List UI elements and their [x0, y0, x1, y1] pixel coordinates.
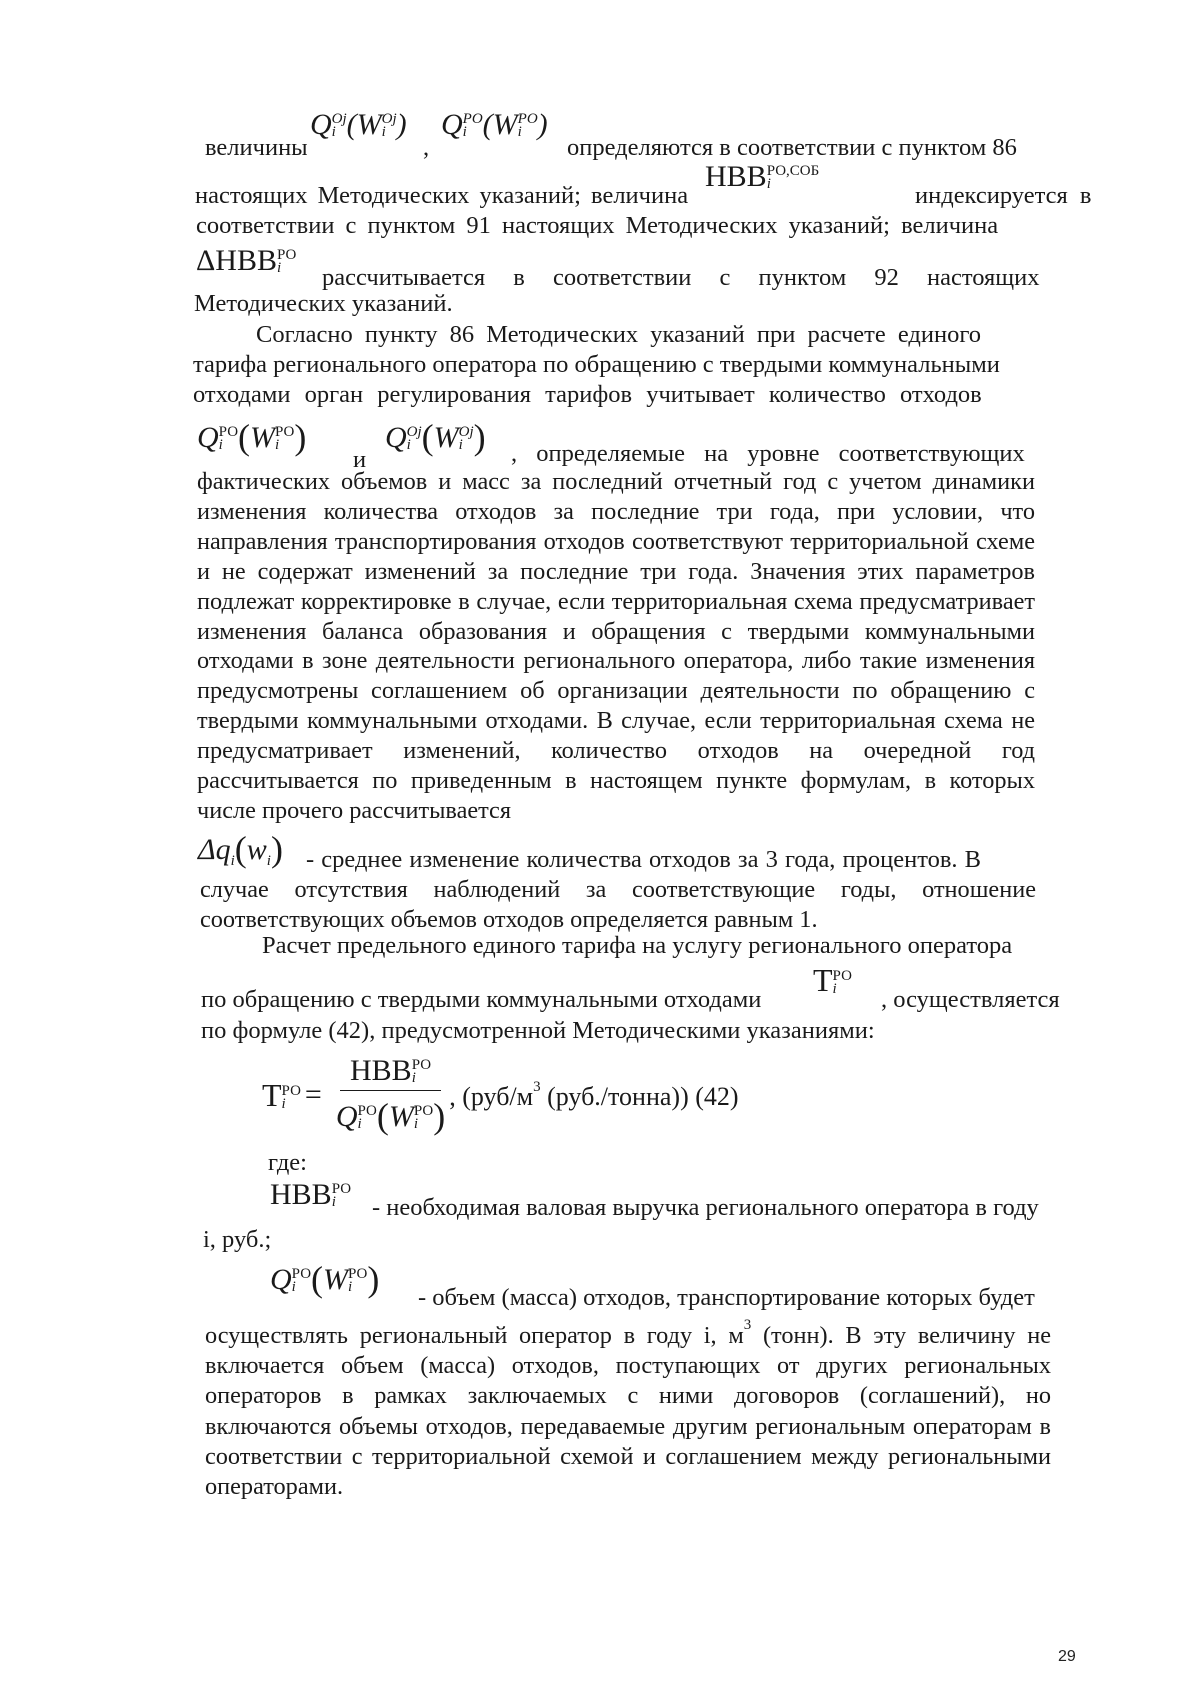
para2-line3: отходами орган регулирования тарифов учитывает количество отходов: [193, 381, 982, 408]
def2-text: - объем (масса) отходов, транспортирование которых будет: [418, 1284, 1035, 1311]
page-number: 29: [1058, 1648, 1076, 1665]
formula-42-lhs: Т РО i: [262, 1076, 301, 1113]
formula-q-oj-w-oj: Q Oj i (W Oj i ): [385, 417, 486, 457]
formula-t-ro: Т РО i: [813, 962, 852, 998]
formula-q-ro-w-ro-def: Q РО i (W РО i ): [270, 1259, 380, 1299]
formula-42-denominator: Q РО i (W РО i ): [335, 1095, 446, 1136]
para1-line3: соответствии с пунктом 91 настоящих Методических указаний; величина: [196, 212, 999, 239]
para3-text-a: по обращению с твердыми коммунальными отходами: [201, 986, 762, 1013]
formula-q-ro-w-ro: Q РО i (W РО i ): [197, 417, 307, 457]
para2-text-dq: - среднее изменение количества отходов за 3 года, процентов. В: [306, 846, 982, 873]
para1-text-d: рассчитывается в соответствии с пунктом 92 настоящих: [322, 264, 1040, 291]
para2-text-a: , определяемые на уровне соответствующих: [511, 440, 1025, 467]
para2-line1: Согласно пункту 86 Методических указаний при расчете единого: [256, 321, 982, 348]
formula-q-oj: Q Oj i (W Oj i ): [310, 108, 407, 141]
formula-dhbb-ro: ΔНВВ РО i: [196, 244, 297, 277]
formula-dq: $\Delta q_i(w_i)$: [198, 829, 283, 869]
para1-text-c: индексируется в: [915, 182, 1092, 209]
def2-body: осуществлять региональный оператор в году i, $м^3$ (тонн). В эту величину не включается объем (масса) отходов, поступающих от других региональных операторов в рамках заключаемых с ними договоров (соглашений), но включаются объемы отходов, передаваемые другим региональным операторам в соответствии с территориальной схемой и соглашением между региональными операторами.: [205, 1317, 1052, 1501]
formula-hbb-ro-sob: НВВ РО,СОБ i: [705, 160, 820, 193]
para1-text-a: определяются в соответствии с пунктом 86: [567, 134, 1017, 161]
para2-word-and: и: [353, 446, 367, 473]
para1-word-velichiny: величины: [205, 134, 308, 161]
para2-end: случае отсутствия наблюдений за соответствующие годы, отношение соответствующих объемов отходов определяется равным 1.: [200, 876, 1036, 933]
where-label: где:: [268, 1149, 307, 1176]
para2-line2: тарифа регионального оператора по обращению с твердыми коммунальными: [193, 351, 1000, 378]
para3-line3: по формуле (42), предусмотренной Методическими указаниями:: [201, 1017, 875, 1044]
para2-body: фактических объемов и масс за последний отчетный год с учетом динамики изменения количества отходов за последние три года, при условии, что направления транспортирования отходов соответствуют территориальной схеме и не содержат изменений за последние три года. Значения этих параметров подлежат корректировке в случае, если территориальная схема предусматривает изменения баланса образования и обращения с твердыми коммунальными отходами в зоне деятельности регионального оператора, либо такие изменения предусмотрены соглашением об организации деятельности по обращению с твердыми коммунальными отходами. В случае, если территориальная схема не предусматривает изменений, количество отходов на очередной год рассчитывается по приведенным в настоящем пункте формулам, в которых числе прочего рассчитывается: [197, 468, 1035, 824]
def1-cont: i, руб.;: [203, 1226, 272, 1253]
para1-text-b: настоящих Методических указаний; величина: [195, 182, 689, 209]
para1-line5: Методических указаний.: [194, 290, 453, 317]
para3-line1: Расчет предельного единого тарифа на услугу регионального оператора: [262, 932, 1013, 959]
formula-hbb-ro: НВВ РО i: [270, 1178, 352, 1211]
formula-42-units: , ($руб/м^3$ (руб./тонна)) (42): [449, 1078, 739, 1111]
formula-42-fraction: [336, 1054, 445, 1137]
def1-text: - необходимая валовая выручка регионального оператора в году: [372, 1194, 1039, 1221]
para3-text-b: , осуществляется: [881, 986, 1060, 1013]
formula-q-po: Q PO i (W PO i ): [441, 108, 548, 141]
formula-42-numerator: НВВ РО i: [340, 1054, 441, 1091]
formula-42: Т РО i = НВВ РО i Q РО i (W РО i ) , ($руб/м^3$ (руб./тонна)) (42): [262, 1053, 739, 1136]
